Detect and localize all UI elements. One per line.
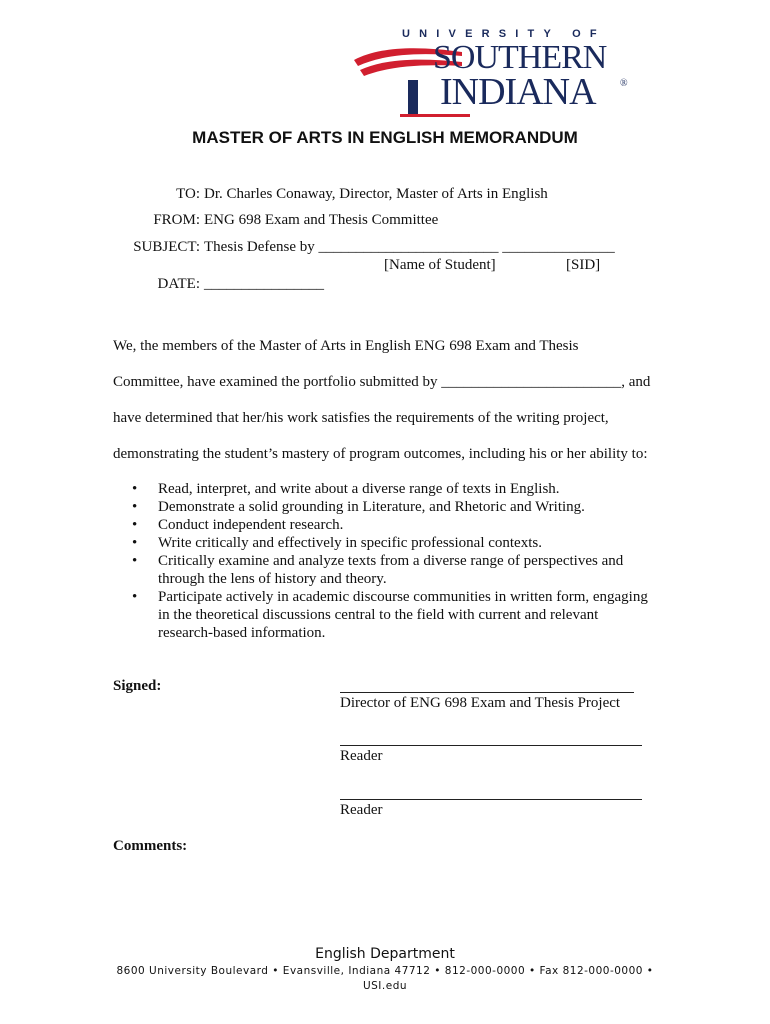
- from-label: FROM:: [153, 212, 200, 228]
- footer-department: English Department: [315, 946, 455, 962]
- list-item: • Demonstrate a solid grounding in Literature, and Rhetoric and Writing.: [128, 498, 688, 516]
- from-value: ENG 698 Exam and Thesis Committee: [204, 212, 439, 228]
- to-label: TO:: [176, 186, 200, 202]
- body-line-3: have determined that her/his work satisfies the requirements of the writing project,: [113, 410, 609, 426]
- director-signature-line: [340, 692, 634, 693]
- logo-registered: ®: [620, 78, 628, 89]
- sid-hint: [SID]: [566, 257, 601, 273]
- reader1-signature-line: [340, 745, 642, 746]
- page-title: MASTER OF ARTS IN ENGLISH MEMORANDUM: [192, 128, 578, 147]
- comments-label: Comments:: [113, 838, 188, 854]
- body-line-4: demonstrating the student’s mastery of program outcomes, including his or her ability to:: [113, 446, 648, 462]
- student-name-hint: [Name of Student]: [384, 257, 496, 273]
- footer-address: 8600 University Boulevard • Evansville, Indiana 47712 • 812-000-0000 • Fax 812-000-0000 • USI.edu: [116, 965, 654, 992]
- usi-logo: [350, 26, 640, 120]
- logo-southern: SOUTHERN: [433, 39, 607, 76]
- memo-date-row: [0, 276, 770, 296]
- memo-to-row: [0, 186, 770, 206]
- logo-university-of: UNIVERSITY OF: [402, 28, 606, 40]
- memo-from-row: [0, 212, 770, 232]
- signed-label: Signed:: [113, 678, 162, 694]
- list-item: • Write critically and effectively in specific professional contexts.: [128, 534, 688, 552]
- subject-value: Thesis Defense by ________________________ _______________: [204, 239, 615, 255]
- reader2-caption: Reader: [340, 802, 383, 818]
- memo-subject-row: [0, 239, 770, 259]
- body-line-1: We, the members of the Master of Arts in English ENG 698 Exam and Thesis: [113, 338, 579, 354]
- list-item: • Participate actively in academic discourse communities in written form, engaging in the theoretical discussions central to the field with current and relevant research-based information.: [128, 588, 656, 642]
- to-value: Dr. Charles Conaway, Director, Master of Arts in English: [204, 186, 548, 202]
- list-item: • Conduct independent research.: [128, 516, 688, 534]
- outcomes-list: [128, 480, 688, 642]
- logo-indiana: INDIANA: [440, 71, 596, 113]
- reader2-signature-line: [340, 799, 642, 800]
- date-label: DATE:: [157, 276, 200, 292]
- body-line-2: Committee, have examined the portfolio submitted by ________________________, and: [113, 374, 651, 390]
- subject-label: SUBJECT:: [133, 239, 200, 255]
- director-caption: Director of ENG 698 Exam and Thesis Project: [340, 695, 621, 711]
- list-item: • Critically examine and analyze texts from a diverse range of perspectives and through the lens of history and theory.: [128, 552, 656, 588]
- date-value: ________________: [204, 276, 324, 292]
- reader1-caption: Reader: [340, 748, 383, 764]
- list-item: • Read, interpret, and write about a diverse range of texts in English.: [128, 480, 688, 498]
